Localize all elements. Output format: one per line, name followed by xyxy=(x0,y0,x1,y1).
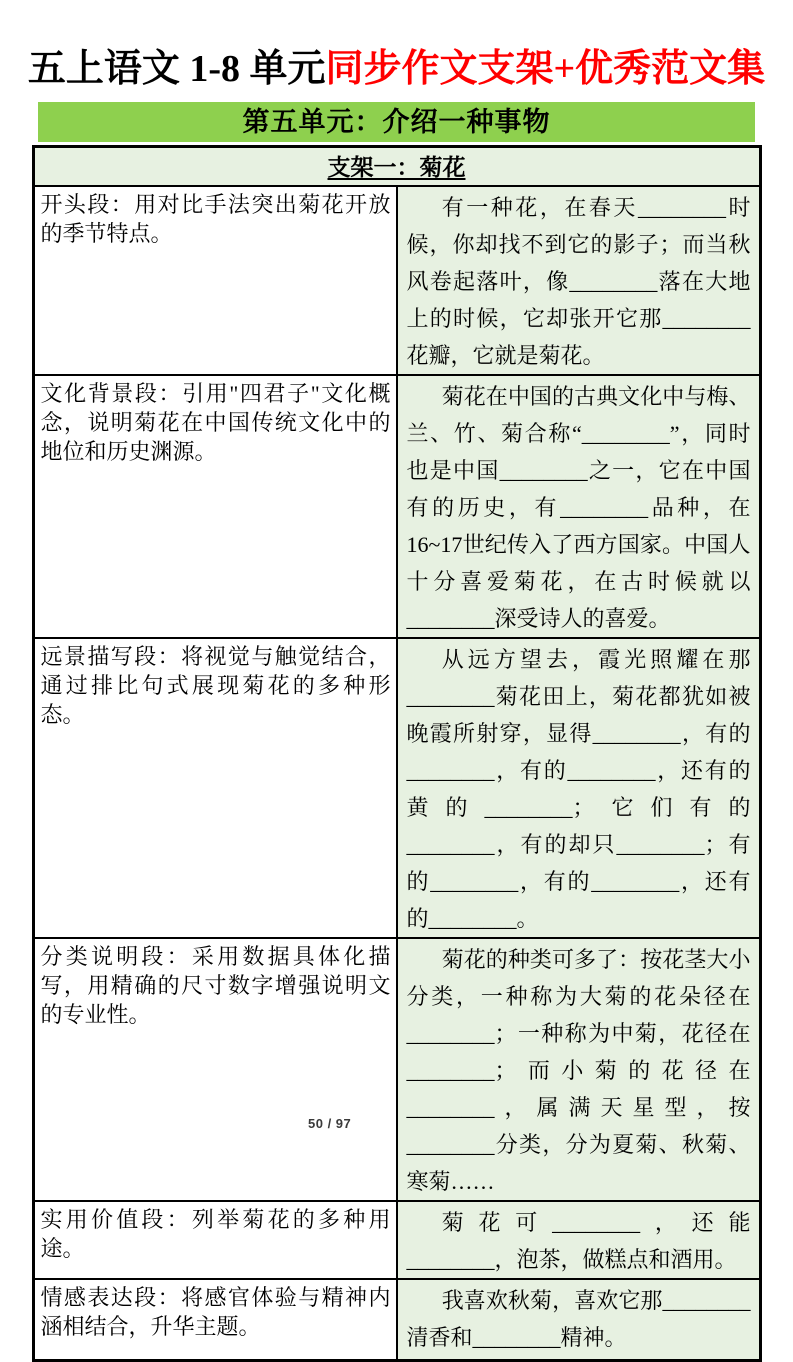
table-row xyxy=(33,638,760,938)
title-part-black: 五上语文 1-8 单元 xyxy=(28,48,326,90)
paragraph-content-cell xyxy=(397,938,761,1201)
paragraph-type-label: 开头段：用对比手法突出菊花开放的季节特点。 xyxy=(33,186,397,375)
paragraph-type-label: 远景描写段：将视觉与触觉结合，通过排比句式展现菊花的多种形态。 xyxy=(33,638,397,938)
scaffold-table xyxy=(32,145,762,1362)
page-number: 50 / 97 xyxy=(308,1116,351,1131)
paragraph-content-cell xyxy=(397,1201,761,1279)
paragraph-content-cell xyxy=(397,375,761,638)
paragraph-text: 菊花在中国的古典文化中与梅、兰、竹、菊合称“________”，同时也是中国________之一，它在中国有的历史，有________品种，在16~17世纪传入了西方国家。中国人十分喜爱菊花，在古时候就以________深受诗人的喜爱。 xyxy=(407,378,751,637)
paragraph-text: 菊花可________，还能________，泡茶，做糕点和酒用。 xyxy=(407,1204,751,1278)
table-row xyxy=(33,1279,760,1361)
scaffold-header-text: 支架一：菊花 xyxy=(328,155,466,180)
paragraph-text: 我喜欢秋菊，喜欢它那________清香和________精神。 xyxy=(407,1282,751,1356)
paragraph-text: 菊花的种类可多了：按花茎大小分类，一种称为大菊的花朵径在________；一种称为中菊，花径在________；而小菊的花径在________，属满天星型，按________分类，分为夏菊、秋菊、寒菊…… xyxy=(407,941,751,1200)
paragraph-type-label: 文化背景段：引用"四君子"文化概念，说明菊花在中国传统文化中的地位和历史渊源。 xyxy=(33,375,397,638)
paragraph-content-cell xyxy=(397,638,761,938)
document-page xyxy=(0,46,793,1168)
paragraph-text: 从远方望去，霞光照耀在那________菊花田上，菊花都犹如被晚霞所射穿，显得________，有的________，有的________，还有的黄的________；它们有的________，有的却只________；有的________，有的________，还有的________。 xyxy=(407,641,751,937)
table-row xyxy=(33,186,760,375)
title-part-red: 同步作文支架+优秀范文集 xyxy=(326,48,766,90)
paragraph-content-cell xyxy=(397,186,761,375)
paragraph-type-label: 分类说明段：采用数据具体化描写，用精确的尺寸数字增强说明文的专业性。 xyxy=(33,938,397,1201)
scaffold-table-body xyxy=(33,186,760,1361)
table-row xyxy=(33,1201,760,1279)
document-title xyxy=(0,46,793,94)
table-row xyxy=(33,938,760,1201)
unit-banner: 第五单元：介绍一种事物 xyxy=(38,102,755,142)
paragraph-type-label: 情感表达段：将感官体验与精神内涵相结合，升华主题。 xyxy=(33,1279,397,1361)
scaffold-table-head xyxy=(33,146,760,186)
scaffold-header-cell xyxy=(33,146,760,186)
paragraph-content-cell xyxy=(397,1279,761,1361)
table-row xyxy=(33,375,760,638)
scaffold-header-row xyxy=(33,146,760,186)
paragraph-type-label: 实用价值段：列举菊花的多种用途。 xyxy=(33,1201,397,1279)
paragraph-text: 有一种花，在春天________时候，你却找不到它的影子；而当秋风卷起落叶，像________落在大地上的时候，它却张开它那________花瓣，它就是菊花。 xyxy=(407,189,751,374)
